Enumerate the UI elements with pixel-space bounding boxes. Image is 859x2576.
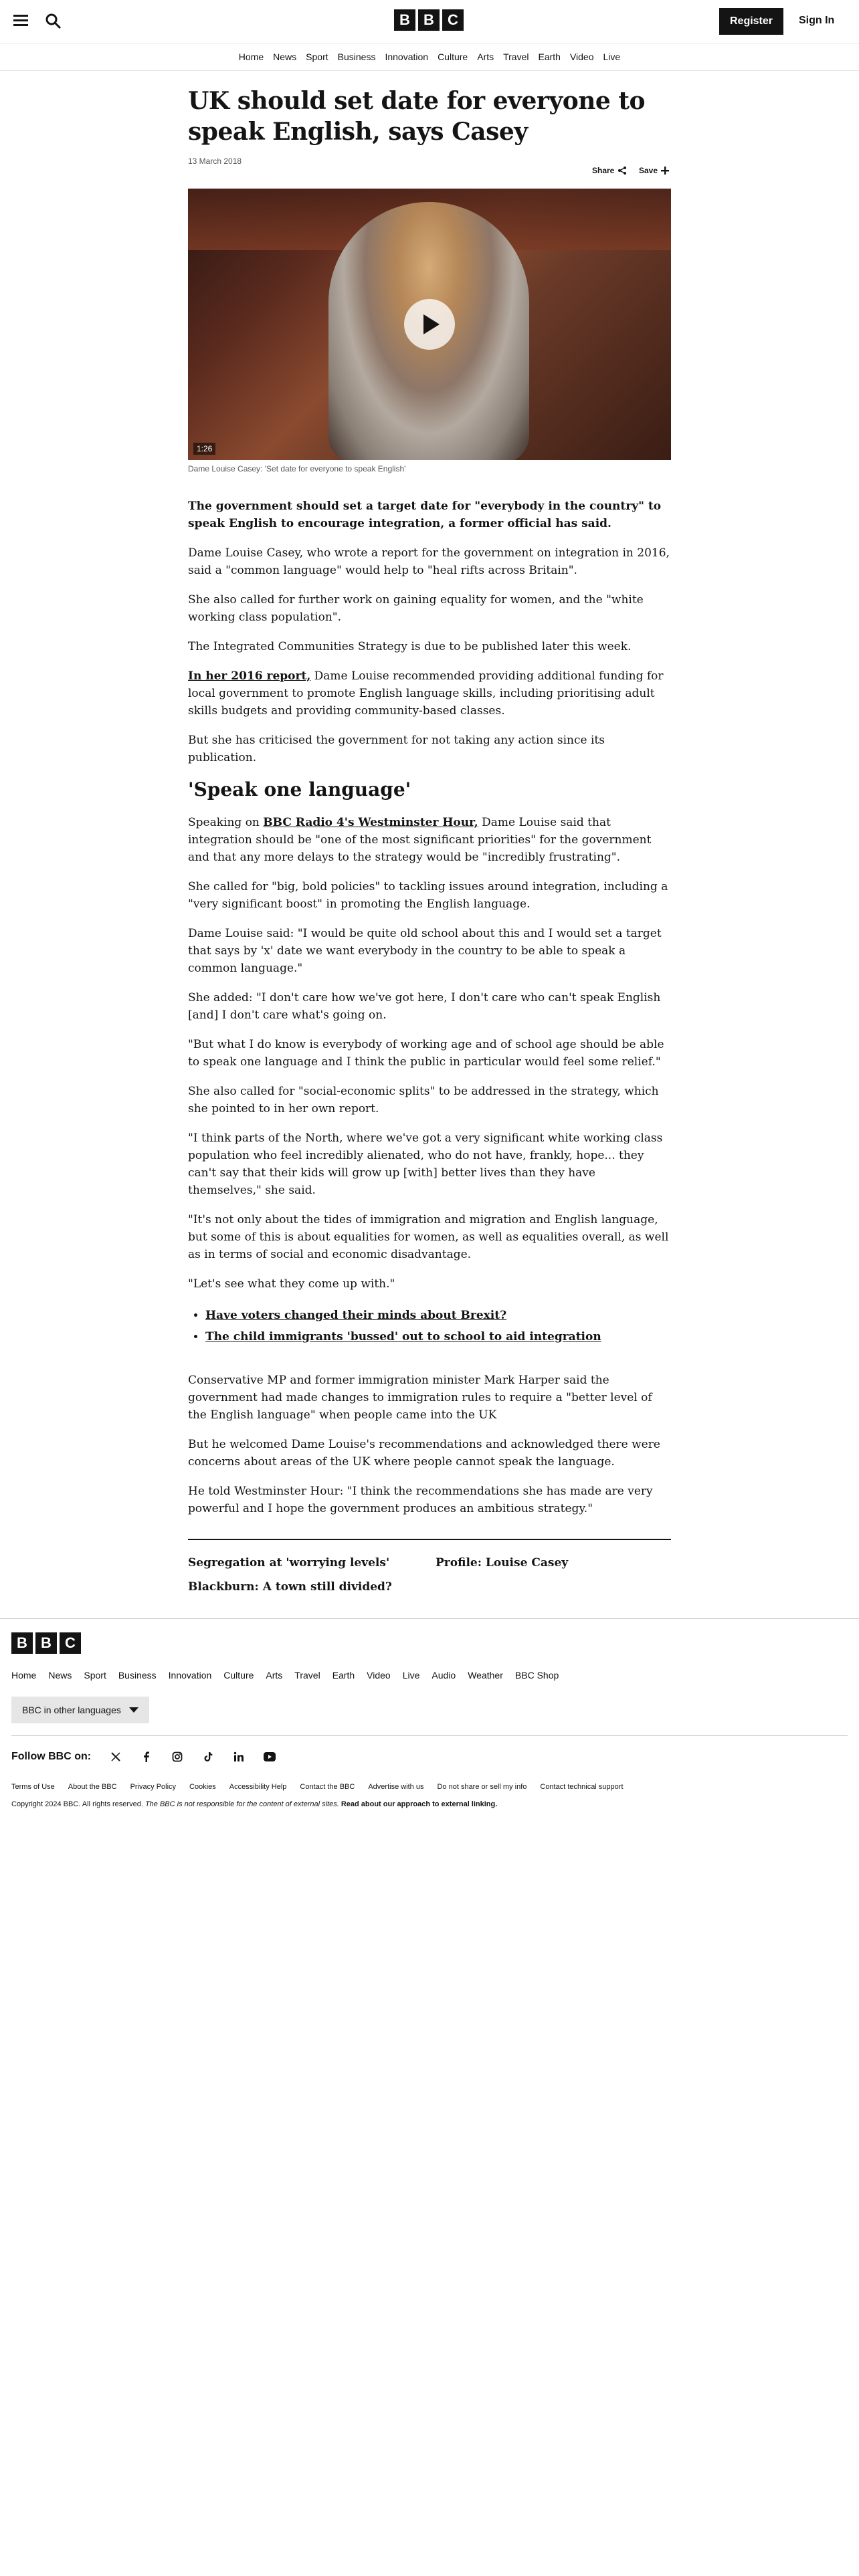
radio-4-link[interactable]: BBC Radio 4's Westminster Hour, bbox=[263, 816, 478, 829]
play-icon bbox=[423, 314, 440, 334]
chevron-down-icon bbox=[129, 1707, 138, 1713]
share-button[interactable] bbox=[592, 166, 627, 175]
other-languages-button[interactable] bbox=[11, 1697, 149, 1723]
paragraph-text: Dame Louise said that integration should be "one of the most significant priorities" for the government and that any more delays to the strategy would be "incredibly frustrating". bbox=[188, 816, 652, 864]
x-icon[interactable] bbox=[110, 1751, 122, 1763]
paragraph bbox=[188, 667, 671, 720]
video-duration: 1:26 bbox=[193, 443, 215, 455]
follow-row bbox=[11, 1751, 848, 1763]
headline: UK should set date for everyone to speak English, says Casey bbox=[188, 87, 645, 146]
paragraph: He told Westminster Hour: "I think the recommendations she has made are very powerful and I hope the government produces an ambitious strategy." bbox=[188, 1485, 653, 1515]
plus-icon bbox=[661, 167, 669, 175]
further-link-blackburn[interactable]: Blackburn: A town still divided? bbox=[188, 1580, 392, 1594]
logo-letter: B bbox=[11, 1632, 33, 1654]
main-nav bbox=[0, 43, 859, 71]
register-button[interactable]: Register bbox=[719, 8, 783, 35]
related-item bbox=[205, 1326, 671, 1348]
nav-item-culture[interactable]: Culture bbox=[438, 51, 468, 62]
footer-nav-live[interactable]: Live bbox=[402, 1670, 420, 1681]
top-bar bbox=[0, 0, 859, 43]
footer-nav-arts[interactable]: Arts bbox=[266, 1670, 283, 1681]
article-meta bbox=[188, 156, 671, 181]
further-link-profile[interactable]: Profile: Louise Casey bbox=[436, 1556, 569, 1570]
advertise-link[interactable]: Advertise with us bbox=[368, 1783, 424, 1791]
save-button[interactable] bbox=[639, 166, 669, 175]
footer-nav-travel[interactable]: Travel bbox=[294, 1670, 320, 1681]
instagram-icon[interactable] bbox=[171, 1751, 183, 1763]
subheading: 'Speak one language' bbox=[188, 778, 411, 800]
related-link-brexit[interactable]: Have voters changed their minds about Brexit? bbox=[205, 1309, 507, 1322]
footer bbox=[0, 1618, 859, 1808]
paragraph: "Let's see what they come up with." bbox=[188, 1277, 395, 1291]
other-languages-label: BBC in other languages bbox=[22, 1705, 121, 1715]
paragraph-text: Dame Louise recommended providing additional funding for local government to promote English language skills, including prioritising adult skills budgets and providing community-based classes. bbox=[188, 669, 664, 718]
footer-nav-shop[interactable]: BBC Shop bbox=[514, 1670, 559, 1681]
publish-date: 13 March 2018 bbox=[188, 156, 242, 166]
footer-nav-sport[interactable]: Sport bbox=[84, 1670, 106, 1681]
paragraph bbox=[188, 814, 671, 866]
nav-item-earth[interactable]: Earth bbox=[538, 51, 561, 62]
footer-nav-home[interactable]: Home bbox=[11, 1670, 37, 1681]
footer-nav-business[interactable]: Business bbox=[118, 1670, 157, 1681]
tech-support-link[interactable]: Contact technical support bbox=[540, 1783, 624, 1791]
footer-nav-weather[interactable]: Weather bbox=[468, 1670, 503, 1681]
logo-letter: B bbox=[418, 9, 440, 31]
further-link-segregation[interactable]: Segregation at 'worrying levels' bbox=[188, 1556, 390, 1570]
copyright bbox=[11, 1800, 848, 1808]
menu-icon[interactable] bbox=[13, 15, 28, 27]
paragraph: "But what I do know is everybody of working age and of school age should be able to speak one language and I think the public in particular would feel some relief." bbox=[188, 1038, 664, 1069]
paragraph: The Integrated Communities Strategy is due to be published later this week. bbox=[188, 640, 632, 653]
paragraph: She called for "big, bold policies" to tackling issues around integration, including a "very significant boost" in promoting the English language. bbox=[188, 880, 668, 911]
nav-item-news[interactable]: News bbox=[273, 51, 297, 62]
nav-item-live[interactable]: Live bbox=[603, 51, 621, 62]
video-player[interactable] bbox=[188, 189, 671, 460]
paragraph: "It's not only about the tides of immigration and migration and English language, but some of this is about equalities for women, as well as equalities overall, as well as in terms of social and economic disadvantage. bbox=[188, 1213, 669, 1261]
nav-item-travel[interactable]: Travel bbox=[503, 51, 529, 62]
related-item bbox=[205, 1305, 671, 1326]
lead-paragraph: The government should set a target date for "everybody in the country" to speak English to encourage integration, a former official has said. bbox=[188, 500, 662, 530]
footer-nav-culture[interactable]: Culture bbox=[223, 1670, 254, 1681]
contact-link[interactable]: Contact the BBC bbox=[300, 1783, 355, 1791]
tiktok-icon[interactable] bbox=[202, 1751, 214, 1763]
accessibility-link[interactable]: Accessibility Help bbox=[229, 1783, 287, 1791]
nav-item-video[interactable]: Video bbox=[569, 51, 594, 62]
youtube-icon[interactable] bbox=[264, 1751, 276, 1763]
related-links bbox=[188, 1305, 671, 1348]
article bbox=[188, 86, 671, 1594]
nav-item-sport[interactable]: Sport bbox=[306, 51, 328, 62]
terms-link[interactable]: Terms of Use bbox=[11, 1783, 55, 1791]
divider bbox=[188, 1539, 671, 1540]
sign-in-link[interactable]: Sign In bbox=[799, 15, 835, 26]
footer-legal-links bbox=[11, 1783, 848, 1791]
copyright-text: Copyright 2024 BBC. All rights reserved. bbox=[11, 1800, 143, 1808]
article-body bbox=[188, 498, 671, 1517]
external-disclaimer: The BBC is not responsible for the content of external sites. bbox=[145, 1800, 339, 1808]
footer-nav-innovation[interactable]: Innovation bbox=[168, 1670, 212, 1681]
about-link[interactable]: About the BBC bbox=[68, 1783, 117, 1791]
nav-item-arts[interactable]: Arts bbox=[477, 51, 494, 62]
do-not-sell-link[interactable]: Do not share or sell my info bbox=[437, 1783, 527, 1791]
paragraph: But she has criticised the government for not taking any action since its publication. bbox=[188, 734, 605, 764]
footer-nav-earth[interactable]: Earth bbox=[332, 1670, 355, 1681]
paragraph: But he welcomed Dame Louise's recommendations and acknowledged there were concerns about areas of the UK where people cannot speak the language. bbox=[188, 1438, 660, 1469]
paragraph: She also called for "social-economic splits" to be addressed in the strategy, which she pointed to in her own report. bbox=[188, 1085, 659, 1115]
report-link[interactable]: In her 2016 report, bbox=[188, 669, 311, 683]
logo-letter: C bbox=[442, 9, 464, 31]
follow-label: Follow BBC on: bbox=[11, 1751, 92, 1762]
share-label: Share bbox=[592, 166, 615, 175]
save-label: Save bbox=[639, 166, 658, 175]
footer-bbc-logo[interactable] bbox=[11, 1632, 848, 1654]
search-icon[interactable] bbox=[44, 12, 63, 31]
paragraph: She added: "I don't care how we've got here, I don't care who can't speak English [and] I don't care what's going on. bbox=[188, 991, 661, 1022]
further-reading bbox=[188, 1556, 671, 1594]
paragraph-text: Speaking on bbox=[188, 816, 264, 829]
paragraph: Conservative MP and former immigration minister Mark Harper said the government had made changes to immigration rules to require a "better level of the English language" when people came into the UK bbox=[188, 1374, 652, 1422]
nav-item-business[interactable]: Business bbox=[337, 51, 376, 62]
paragraph: "I think parts of the North, where we've got a very significant white working class population who feel incredibly alienated, who do not have, frankly, hope... they can't say that their kids will grow up [with] better lives than they have themselves," she said. bbox=[188, 1132, 663, 1197]
play-button[interactable] bbox=[404, 299, 455, 350]
nav-item-innovation[interactable]: Innovation bbox=[385, 51, 429, 62]
bbc-logo[interactable] bbox=[394, 9, 464, 31]
logo-letter: C bbox=[60, 1632, 81, 1654]
footer-nav-audio[interactable]: Audio bbox=[432, 1670, 456, 1681]
footer-nav-video[interactable]: Video bbox=[367, 1670, 391, 1681]
external-linking-link[interactable]: Read about our approach to external linking. bbox=[341, 1800, 498, 1808]
facebook-icon[interactable] bbox=[140, 1751, 153, 1763]
share-icon bbox=[617, 166, 627, 175]
paragraph: Dame Louise Casey, who wrote a report for the government on integration in 2016, said a "common language" would help to "heal rifts across Britain". bbox=[188, 546, 670, 577]
nav-item-home[interactable]: Home bbox=[238, 51, 264, 62]
linkedin-icon[interactable] bbox=[233, 1751, 245, 1763]
paragraph: Dame Louise said: "I would be quite old school about this and I would set a target that says by 'x' date we want everybody in the country to be able to speak a common language." bbox=[188, 927, 662, 975]
video-caption: Dame Louise Casey: 'Set date for everyone to speak English' bbox=[188, 464, 406, 473]
logo-letter: B bbox=[394, 9, 415, 31]
footer-nav bbox=[11, 1670, 848, 1681]
cookies-link[interactable]: Cookies bbox=[189, 1783, 216, 1791]
footer-divider bbox=[11, 1735, 848, 1736]
paragraph: She also called for further work on gaining equality for women, and the "white working class population". bbox=[188, 593, 644, 624]
logo-letter: B bbox=[35, 1632, 57, 1654]
related-link-child-immigrants[interactable]: The child immigrants 'bussed' out to school to aid integration bbox=[205, 1330, 601, 1344]
privacy-link[interactable]: Privacy Policy bbox=[130, 1783, 177, 1791]
footer-nav-news[interactable]: News bbox=[48, 1670, 72, 1681]
